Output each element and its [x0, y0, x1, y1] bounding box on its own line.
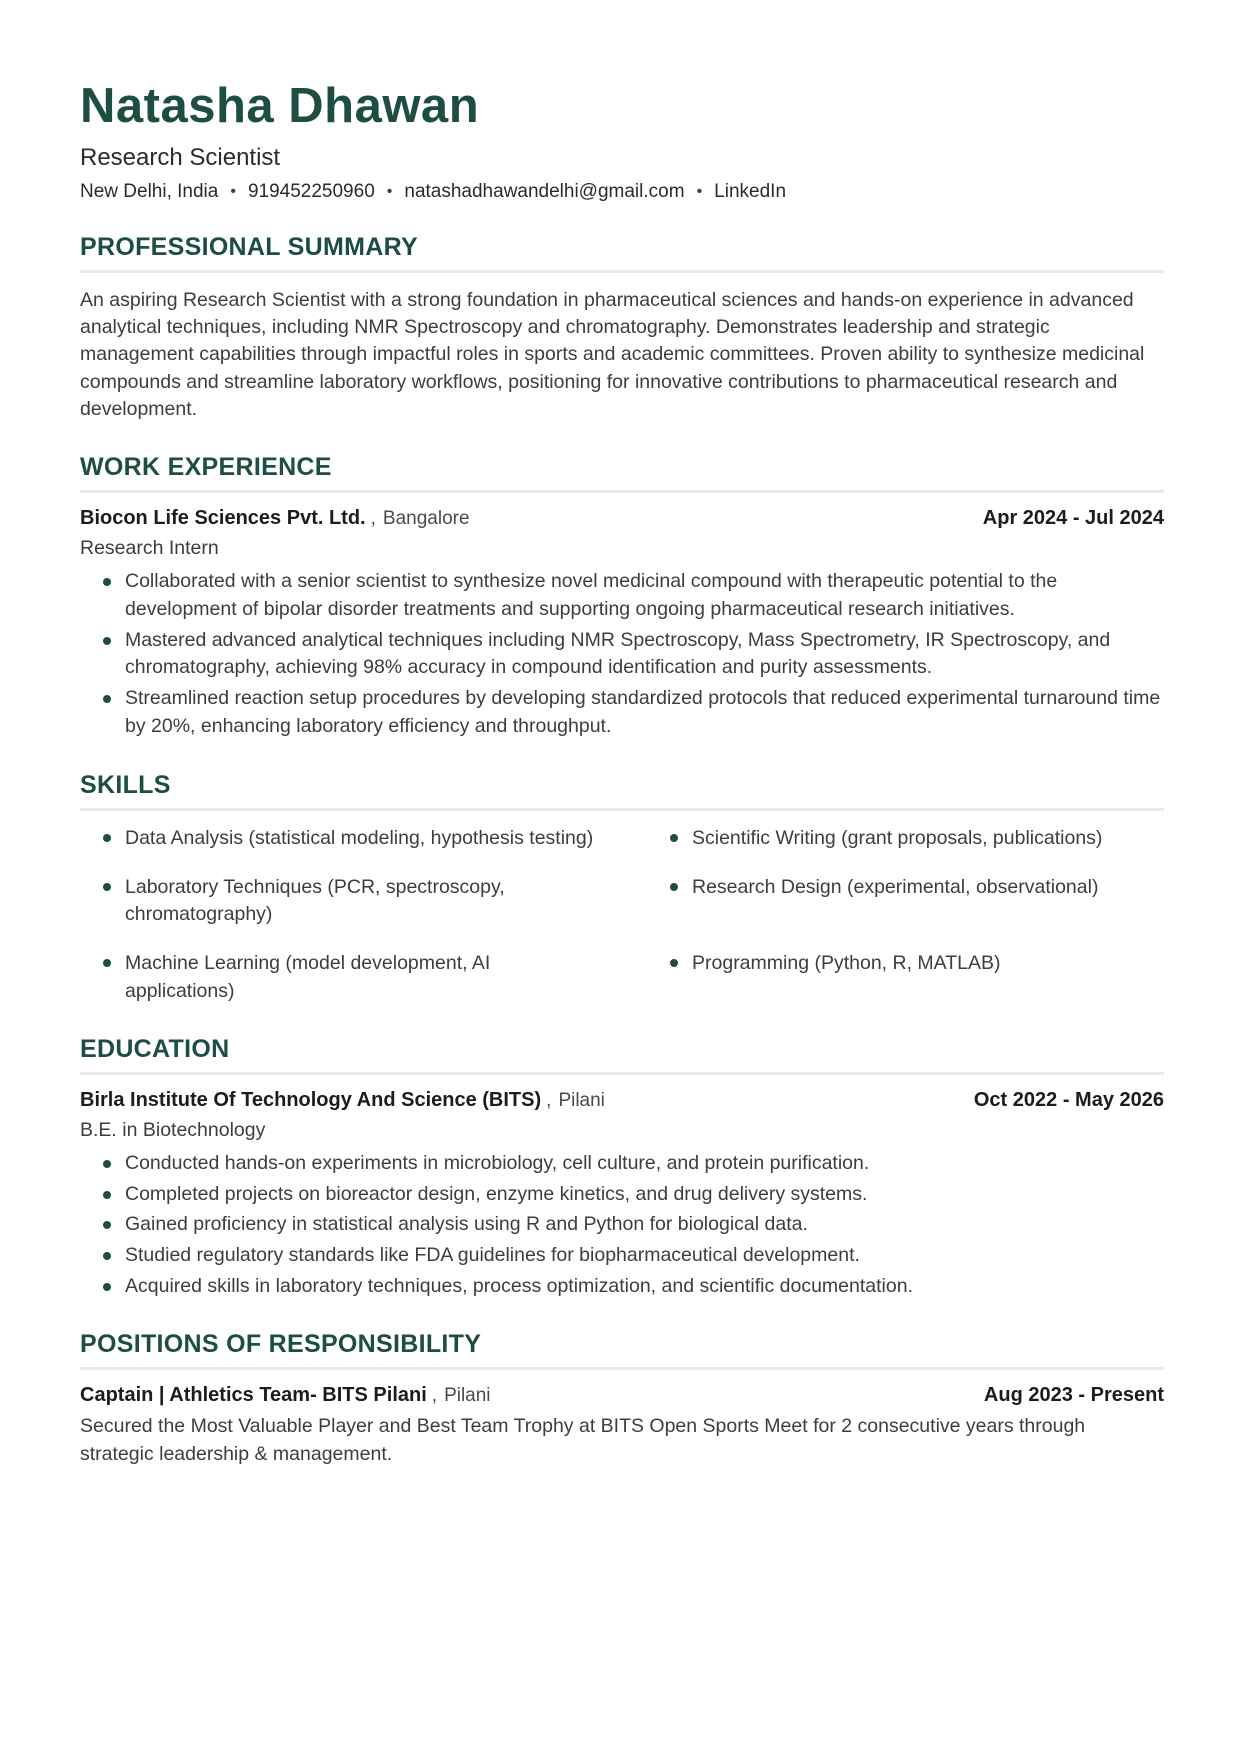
entry-header	[80, 507, 1164, 530]
skill-item: Programming (Python, R, MATLAB)	[647, 950, 1164, 1005]
company-location: Bangalore	[382, 508, 470, 530]
dot-separator-icon: •	[696, 182, 703, 200]
position-entry	[80, 1384, 1164, 1468]
skills-list	[80, 825, 1164, 1005]
bullet-item: Gained proficiency in statistical analysis using R and Python for biological data.	[80, 1211, 1164, 1239]
school-location: Pilani	[558, 1089, 605, 1111]
bullet-item: Mastered advanced analytical techniques including NMR Spectroscopy, Mass Spectrometry, IR Spectroscopy, and chromatography, achieving 98% accuracy in compound identification and purity assessments.	[80, 627, 1164, 682]
candidate-name: Natasha Dhawan	[80, 79, 480, 133]
entry-dates: Oct 2022 - May 2026	[973, 1088, 1164, 1111]
section-skills	[80, 771, 1164, 1005]
entry-dates: Apr 2024 - Jul 2024	[982, 507, 1164, 530]
bullet-item: Completed projects on bioreactor design, enzyme kinetics, and drug delivery systems.	[80, 1181, 1164, 1209]
comma-separator: ,	[370, 508, 376, 530]
contact-phone: 919452250960	[247, 180, 375, 202]
resume-header	[80, 80, 1164, 203]
contact-location: New Delhi, India	[80, 180, 219, 202]
entry-title-line	[80, 507, 470, 530]
work-bullet-list	[80, 568, 1164, 740]
degree-name: B.E. in Biotechnology	[80, 1118, 266, 1141]
section-heading: WORK EXPERIENCE	[80, 453, 332, 482]
skill-item: Data Analysis (statistical modeling, hypothesis testing)	[80, 825, 597, 852]
section-education	[80, 1035, 1164, 1300]
section-divider	[80, 1072, 1164, 1075]
position-description: Secured the Most Valuable Player and Best Team Trophy at BITS Open Sports Meet for 2 consecutive years through strategic leadership & management.	[80, 1415, 1086, 1466]
skill-item: Research Design (experimental, observational)	[647, 874, 1164, 929]
education-bullet-list	[80, 1150, 1164, 1300]
candidate-title: Research Scientist	[80, 143, 281, 171]
section-divider	[80, 808, 1164, 811]
contact-email: natashadhawandelhi@gmail.com	[404, 180, 685, 202]
contact-line	[80, 181, 1164, 203]
bullet-item: Collaborated with a senior scientist to synthesize novel medicinal compound with therapeutic potential to the development of bipolar disorder treatments and supporting ongoing pharmaceutical research initiatives.	[80, 568, 1164, 623]
section-positions-of-responsibility	[80, 1330, 1164, 1468]
section-heading: PROFESSIONAL SUMMARY	[80, 232, 418, 261]
bullet-item: Streamlined reaction setup procedures by developing standardized protocols that reduced experimental turnaround time by 20%, enhancing laboratory efficiency and throughput.	[80, 685, 1164, 740]
comma-separator: ,	[431, 1385, 438, 1407]
section-professional-summary	[80, 233, 1164, 423]
entry-dates: Aug 2023 - Present	[983, 1384, 1164, 1407]
bullet-item: Acquired skills in laboratory techniques, process optimization, and scientific documentation.	[80, 1273, 1164, 1301]
skill-item: Machine Learning (model development, AI applications)	[80, 950, 597, 1005]
job-role: Research Intern	[80, 537, 219, 560]
entry-title-line	[80, 1089, 605, 1112]
education-entry	[80, 1089, 1164, 1300]
skill-item: Laboratory Techniques (PCR, spectroscopy, chromatography)	[80, 874, 597, 929]
section-work-experience	[80, 453, 1164, 740]
entry-title-line	[80, 1384, 491, 1407]
bullet-item: Conducted hands-on experiments in microbiology, cell culture, and protein purification.	[80, 1150, 1164, 1178]
company-name: Biocon Life Sciences Pvt. Ltd.	[80, 507, 366, 530]
bullet-item: Studied regulatory standards like FDA guidelines for biopharmaceutical development.	[80, 1242, 1164, 1270]
section-heading: POSITIONS OF RESPONSIBILITY	[80, 1330, 482, 1359]
school-name: Birla Institute Of Technology And Science (BITS)	[80, 1088, 542, 1111]
work-entry	[80, 507, 1164, 740]
section-divider	[80, 270, 1164, 273]
dot-separator-icon: •	[230, 182, 236, 200]
section-divider	[80, 490, 1164, 493]
section-heading: EDUCATION	[80, 1034, 230, 1063]
skill-item: Scientific Writing (grant proposals, publications)	[647, 825, 1164, 852]
entry-header	[80, 1384, 1164, 1407]
position-location: Pilani	[444, 1385, 491, 1407]
linkedin-link[interactable]: LinkedIn	[714, 180, 787, 202]
position-title: Captain | Athletics Team- BITS Pilani	[80, 1384, 427, 1407]
section-divider	[80, 1367, 1164, 1370]
section-heading: SKILLS	[80, 770, 171, 799]
dot-separator-icon: •	[386, 182, 393, 200]
entry-header	[80, 1089, 1164, 1112]
comma-separator: ,	[546, 1089, 552, 1111]
summary-text: An aspiring Research Scientist with a strong foundation in pharmaceutical sciences and hands-on experience in advanced analytical techniques, including NMR Spectroscopy and chromatography. Demonstrates leadership and strategic management capabilities through impactful roles in sports and academic committees. Proven ability to synthesize medicinal compounds and streamline laboratory workflows, positioning for innovative contributions to pharmaceutical research and development.	[80, 288, 1145, 421]
